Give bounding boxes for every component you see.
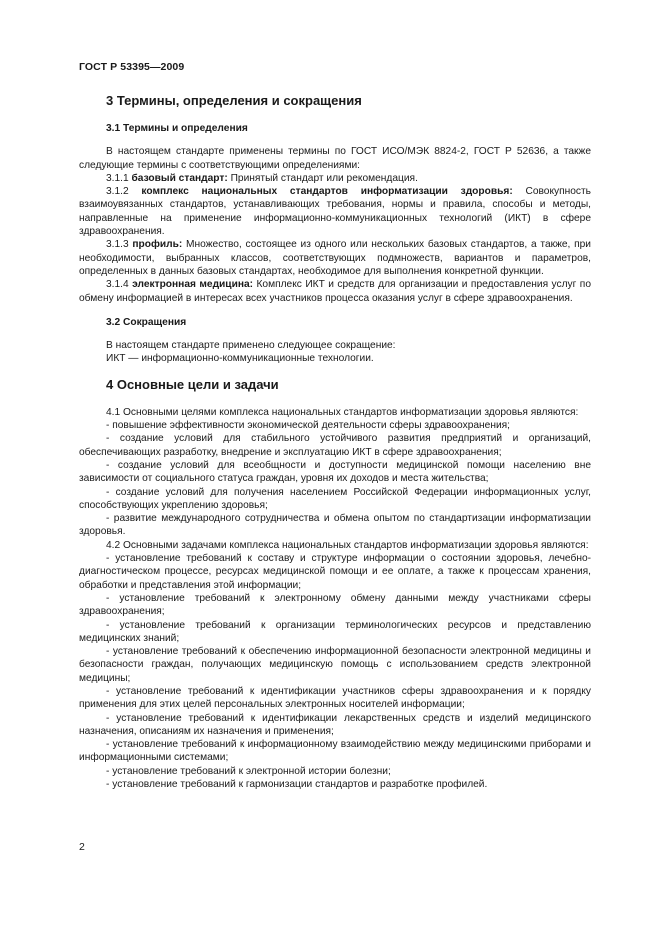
- abbreviations-intro: В настоящем стандарте применено следующее сокращение:: [106, 340, 396, 352]
- term-definition: Принятый стандарт или рекомендация.: [227, 172, 418, 184]
- document-id: ГОСТ Р 53395—2009: [79, 61, 185, 73]
- term-name: комплекс национальных стандартов информатизации здоровья:: [141, 186, 513, 198]
- list-item: - установление требований к информационному взаимодействию между медицинскими приборами и информационными системами;: [79, 739, 591, 764]
- list-item: - установление требований к идентификации участников сферы здравоохранения и к порядку применения для этих целей персональных электронных носителей информации;: [79, 685, 591, 711]
- term-number: 3.1.4: [106, 279, 133, 291]
- list-item: - установление требований к электронному обмену данными между участниками сферы здравоохранения;: [79, 592, 591, 618]
- list-item: - установление требований к идентификации лекарственных средств и изделий медицинского назначения, описаниям их назначения и применения;: [79, 712, 591, 737]
- list-item: - создание условий для всеобщности и доступности медицинской помощи населению вне зависимости от социального статуса граждан, уровня их доходов и места жительства;: [79, 459, 591, 485]
- list-item: - установление требований к гармонизации стандартов и разработке профилей.: [106, 779, 488, 791]
- term-number: 3.1.2: [106, 186, 142, 198]
- goals-intro: 4.1 Основными целями комплекса национальных стандартов информатизации здоровья являются:: [106, 406, 579, 418]
- term-entry: [79, 278, 591, 305]
- term-name: профиль:: [132, 239, 183, 251]
- subsection-3-1-title: 3.1 Термины и определения: [106, 123, 248, 134]
- page-number: 2: [79, 841, 85, 853]
- list-item: - установление требований к составу и структуре информации о состоянии здоровья, лечебно-диагностическом процессе, ресурсах медицинской помощи и ее оплате, а также к процессам хранения, обработки и представления этой информации;: [79, 553, 591, 591]
- list-item: - создание условий для получения населением Российской Федерации информационных услуг, способствующих укреплению здоровья;: [79, 486, 591, 511]
- section-3-title: 3 Термины, определения и сокращения: [106, 93, 362, 108]
- tasks-intro: 4.2 Основными задачами комплекса национальных стандартов информатизации здоровья являются:: [106, 539, 589, 551]
- term-number: 3.1.3: [106, 239, 133, 251]
- term-definition: Комплекс ИКТ и средств для организации и предоставления услуг по обмену информацией в интересах всех участников процесса оказания услуг в сфере здравоохранения.: [79, 279, 591, 304]
- term-name: базовый стандарт:: [131, 172, 228, 184]
- term-name: электронная медицина:: [132, 279, 254, 291]
- list-item: - установление требований к электронной истории болезни;: [106, 765, 391, 777]
- section-4-title: 4 Основные цели и задачи: [106, 376, 279, 392]
- terms-intro: В настоящем стандарте применены термины по ГОСТ ИСО/МЭК 8824-2, ГОСТ Р 52636, а также следующие термины с соответствующими определениями:: [79, 146, 591, 171]
- list-item: - развитие международного сотрудничества и обмена опытом по стандартизации информатизации здоровья.: [79, 513, 591, 538]
- term-entry: [79, 172, 591, 185]
- abbreviation-entry: ИКТ — информационно-коммуникационные технологии.: [106, 353, 374, 365]
- list-item: - установление требований к обеспечению информационной безопасности электронной медицины и безопасности граждан, получающих медицинскую помощь с использованием средств электронной медицины;: [79, 646, 591, 684]
- term-entry: [79, 238, 591, 278]
- page-content: [79, 93, 591, 791]
- subsection-3-2-title: 3.2 Сокращения: [106, 316, 187, 328]
- list-item: - повышение эффективности экономической деятельности сферы здравоохранения;: [106, 420, 510, 432]
- term-definition: Совокупность взаимоувязанных стандартов, устанавливающих требования, нормы и правила, способы и методы, направленные на применение информационно-коммуникационных технологий (ИКТ) в сфере здравоохранения.: [79, 186, 591, 238]
- term-definition: Множество, состоящее из одного или нескольких базовых стандартов, а также, при необходимости, выбранных классов, соответствующих подмножеств, вариантов и параметров, определенных в данных базовых стандартах, необходимое для выполнения конкретной функции.: [79, 239, 591, 277]
- term-entry: [79, 185, 591, 238]
- list-item: - установление требований к организации терминологических ресурсов и представлению медицинских знаний;: [79, 619, 591, 644]
- term-number: 3.1.1: [106, 172, 132, 184]
- list-item: - создание условий для стабильного устойчивого развития предприятий и организаций, обеспечивающих разработку, внедрение и эксплуатацию ИКТ в сфере здравоохранения;: [79, 433, 591, 458]
